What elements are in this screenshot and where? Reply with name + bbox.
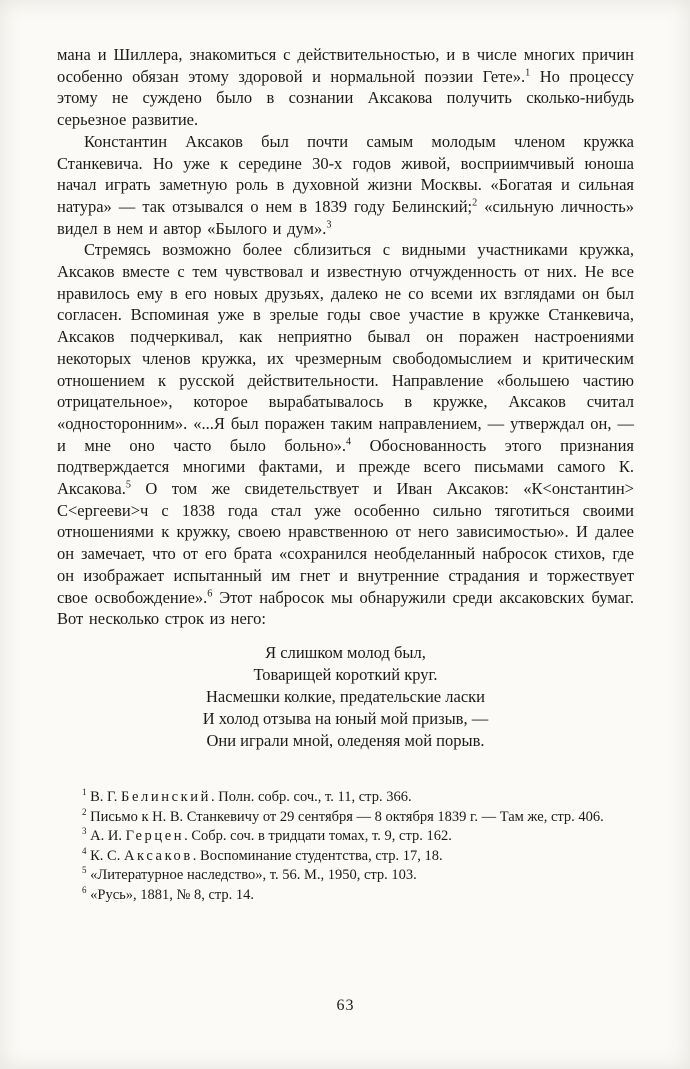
footnote — [57, 886, 634, 906]
footnote — [57, 827, 634, 847]
poem-line: Они играли мной, оледеняя мой порыв. — [206, 730, 485, 750]
text-run: «Литературное наследство», т. 56. М., 1950, стр. 103. — [86, 867, 417, 884]
footnote-ref: 2 — [472, 197, 478, 209]
text-run: Стремясь возможно более сблизиться с видными участниками кружка, Аксаков вместе с тем чувствовал и известную отчужденность от них. Не все нравилось ему в его новых друзьях, далеко не со всеми их взглядами он был согласен. Вспоминая уже в зрелые годы свое участие в кружке Станкевича, Аксаков подчеркивал, как неприятно бывал он поражен настроениями некоторых членов кружка, их чрезмерным свободомыслием и критическим отношением к русской действительности. Направление «большею частию отрицательное», которое вырабатывалось в кружке, Аксаков считал «односторонним». «...Я был поражен таким направлением, — утверждал он, — и мне оно часто было больно». — [57, 240, 634, 455]
text-run: . Воспоминание студентства, стр. 17, 18. — [192, 847, 443, 864]
text-run: О том же свидетельствует и Иван Аксаков: «К<онстантин> С<ергееви>ч с 1838 года стал уже особенно сильно тяготиться своими отношениями к кружку, своею нравственною от него зависимостью». И далее он замечает, что от его брата «сохранился необделанный набросок стихов, где он изображает испытанный им гнет и внутренние страдания и торжествует свое освобождение». — [57, 479, 634, 607]
footnote — [57, 866, 634, 886]
paragraph — [57, 44, 634, 131]
text-run: «Русь», 1881, № 8, стр. 14. — [86, 886, 255, 903]
text-run: Белинский — [121, 788, 211, 805]
paragraph — [57, 131, 634, 240]
poem — [57, 642, 634, 752]
footnote-ref: 1 — [525, 67, 531, 79]
footnote-ref: 1 — [82, 787, 87, 798]
poem-line: Насмешки колкие, предательские ласки — [206, 686, 485, 706]
footnote — [57, 808, 634, 828]
text-run: . Полн. собр. соч., т. 11, стр. 366. — [210, 788, 412, 805]
footnote-ref: 6 — [82, 885, 87, 896]
text-run: В. Г. — [86, 788, 122, 805]
footnote-ref: 6 — [207, 588, 213, 600]
text-run: А. И. — [86, 828, 126, 845]
footnote-ref: 3 — [326, 219, 332, 231]
text-run: Но процессу этому не суждено было в сознании Аксакова получить сколько-нибудь серьезное развитие. — [57, 66, 634, 130]
text-run: «сильную личность» видел в нем и автор «Былого и дум». — [57, 196, 634, 238]
footnote — [57, 847, 634, 867]
text-run: мана и Шиллера, знакомиться с действительностью, и в числе многих причин особенно обязан этому здоровой и нормальной поэзии Гете». — [57, 45, 634, 86]
footnotes — [57, 788, 634, 906]
text-run: . Собр. соч. в тридцати томах, т. 9, стр. 162. — [184, 828, 452, 845]
paragraph — [57, 239, 634, 630]
text-run: Герцен — [125, 828, 185, 845]
footnote-ref: 5 — [82, 865, 87, 876]
poem-line: Товарищей короткий круг. — [253, 664, 438, 684]
footnote — [57, 788, 634, 808]
text-run: Обоснованность этого признания подтверждается многими фактами, и прежде всего письмами самого К. Аксакова. — [57, 435, 634, 499]
footnote-ref: 4 — [346, 436, 352, 448]
page-number: 63 — [336, 997, 355, 1014]
text-run: Этот набросок мы обнаружили среди аксаковских бумаг. Вот несколько строк из него: — [57, 587, 634, 629]
poem-line: И холод отзыва на юный мой призыв, — — [202, 708, 489, 728]
text-run: Аксаков — [123, 847, 193, 864]
text-run: Письмо к Н. В. Станкевичу от 29 сентября — 8 октября 1839 г. — Там же, стр. 406. — [86, 808, 604, 825]
footnote-ref: 2 — [82, 806, 87, 817]
footnote-ref: 4 — [82, 845, 87, 856]
footnote-ref: 3 — [82, 826, 87, 837]
poem-line: Я слишком молод был, — [265, 642, 426, 662]
text-run: Константин Аксаков был почти самым молодым членом кружка Станкевича. Но уже к середине 30-х годов живой, восприимчивый юноша начал играть заметную роль в духовной жизни Москвы. «Богатая и сильная натура» — так отзывался о нем в 1839 году Белинский; — [57, 131, 634, 216]
footnote-ref: 5 — [125, 479, 131, 491]
text-run: К. С. — [86, 847, 124, 864]
main-text — [57, 44, 634, 630]
